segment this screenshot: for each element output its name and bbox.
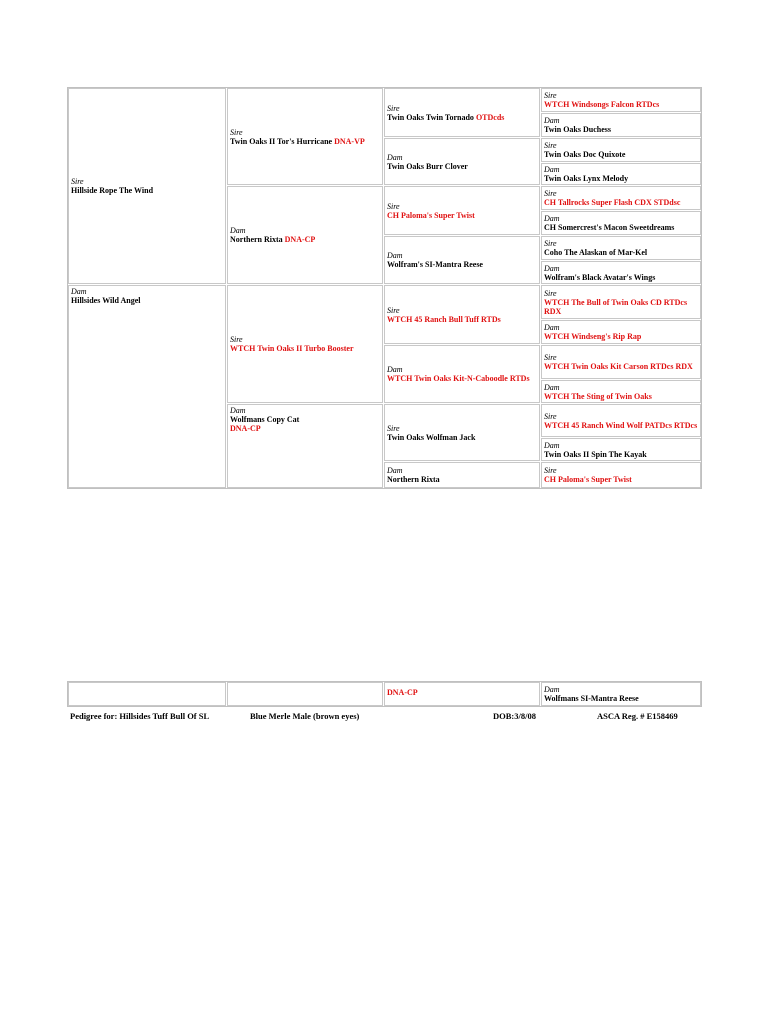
dog-title: DNA-CP — [387, 688, 418, 697]
gen3-cell-5 — [384, 285, 540, 344]
gen4-cell-12 — [541, 380, 701, 403]
gen1-sire-cell — [68, 88, 226, 284]
dog-title: WTCH The Sting of Twin Oaks — [544, 391, 652, 401]
role-label: Dam — [544, 685, 560, 694]
dog-name: Northern Rixta — [230, 235, 283, 244]
role-label: Sire — [544, 189, 557, 198]
continuation-cell-2 — [227, 682, 383, 706]
role-label: Dam — [387, 365, 403, 374]
dog-title: WTCH 45 Ranch Bull Tuff RTDs — [387, 314, 501, 324]
dog-name-line — [230, 235, 380, 244]
role-label: Dam — [230, 226, 246, 235]
dog-title: WTCH 45 Ranch Wind Wolf PATDcs RTDcs — [544, 420, 698, 430]
dog-name: CH Somercrest's Macon Sweetdreams — [544, 223, 675, 232]
dog-title: CH Tallrocks Super Flash CDX STDdsc — [544, 198, 681, 207]
role-label: Sire — [544, 411, 557, 421]
gen4-cell-11 — [541, 345, 701, 379]
dog-name: Wolfmans Copy Cat — [230, 415, 300, 424]
continuation-cell-4 — [541, 682, 701, 706]
gen3-cell-1 — [384, 88, 540, 137]
dog-title: CH Paloma's Super Twist — [544, 475, 632, 484]
dog-name-line — [387, 113, 537, 122]
role-label: Sire — [544, 141, 557, 150]
dog-title: WTCH The Bull of Twin Oaks CD RTDcs RDX — [544, 297, 688, 316]
dog-title: WTCH Twin Oaks Kit-N-Caboodle RTDs — [387, 374, 530, 383]
dog-title: WTCH Windsongs Falcon RTDcs — [544, 100, 660, 109]
role-label: Dam — [387, 251, 403, 260]
dog-title: WTCH Windseng's Rip Rap — [544, 332, 642, 341]
gen4-cell-5 — [541, 186, 701, 210]
role-label: Sire — [387, 305, 400, 315]
role-label: Sire — [387, 201, 400, 211]
role-label: Dam — [544, 440, 560, 450]
continuation-cell-1 — [68, 682, 226, 706]
dog-name: Twin Oaks Burr Clover — [387, 161, 468, 171]
gen4-cell-2 — [541, 113, 701, 137]
role-label: Sire — [71, 177, 84, 186]
role-label: Dam — [544, 323, 560, 332]
gen4-cell-15 — [541, 462, 701, 488]
gen3-cell-7 — [384, 404, 540, 461]
dog-name: Twin Oaks Wolfman Jack — [387, 432, 476, 442]
dog-name: Hillsides Wild Angel — [71, 296, 141, 305]
gen4-cell-9 — [541, 285, 701, 319]
role-label: Dam — [544, 382, 560, 392]
dog-title: DNA-CP — [284, 235, 316, 244]
role-label: Dam — [544, 214, 560, 223]
role-label: Dam — [544, 116, 560, 125]
role-label: Sire — [387, 103, 400, 113]
color-sex-label: Blue Merle Male (brown eyes) — [250, 711, 360, 721]
continuation-cell-3 — [384, 682, 540, 706]
dog-name: Northern Rixta — [387, 475, 440, 484]
gen4-cell-13 — [541, 404, 701, 437]
role-label: Sire — [544, 239, 557, 248]
role-label: Dam — [387, 152, 403, 162]
gen3-cell-8 — [384, 462, 540, 488]
dog-name: Wolfram's Black Avatar's Wings — [544, 272, 656, 282]
gen3-cell-3 — [384, 186, 540, 235]
gen4-cell-7 — [541, 236, 701, 260]
gen3-cell-2 — [384, 138, 540, 185]
dog-name: Wolfram's SI-Mantra Reese — [387, 260, 483, 269]
dog-name: Wolfmans SI-Mantra Reese — [544, 694, 639, 703]
gen4-cell-6 — [541, 211, 701, 235]
gen1-dam-cell — [68, 285, 226, 488]
dog-name-line — [230, 137, 380, 146]
gen2-sire-sire-cell — [227, 88, 383, 185]
gen4-cell-14 — [541, 438, 701, 461]
pedigree-for-label: Pedigree for: Hillsides Tuff Bull Of SL — [70, 711, 210, 721]
role-label: Dam — [230, 406, 246, 415]
role-label: Dam — [387, 466, 403, 475]
gen4-cell-4 — [541, 163, 701, 185]
dog-title: DNA-VP — [334, 136, 365, 146]
role-label: Sire — [230, 335, 243, 344]
gen2-sire-dam-cell — [227, 186, 383, 284]
dog-title: CH Paloma's Super Twist — [387, 210, 475, 220]
dog-name: Hillside Rope The Wind — [71, 186, 154, 195]
gen3-cell-6 — [384, 345, 540, 403]
dog-title: WTCH Twin Oaks II Turbo Booster — [230, 344, 354, 353]
role-label: Dam — [544, 165, 560, 174]
role-label: Sire — [544, 353, 557, 362]
role-label: Sire — [387, 423, 400, 433]
gen3-cell-4 — [384, 236, 540, 284]
role-label: Sire — [544, 288, 557, 298]
dog-title: OTDcds — [475, 112, 505, 122]
dog-name: Twin Oaks Twin Tornado — [387, 112, 474, 122]
dob-label: DOB:3/8/08 — [493, 711, 536, 721]
dog-name: Twin Oaks Doc Quixote — [544, 150, 626, 159]
gen4-cell-1 — [541, 88, 701, 112]
gen4-cell-3 — [541, 138, 701, 162]
dog-title: DNA-CP — [230, 424, 261, 433]
dog-name: Twin Oaks II Spin The Kayak — [544, 449, 647, 459]
gen4-cell-8 — [541, 261, 701, 284]
gen4-cell-10 — [541, 320, 701, 344]
dog-name: Twin Oaks Duchess — [544, 125, 611, 134]
dog-name: Coho The Alaskan of Mar-Kel — [544, 248, 648, 257]
role-label: Dam — [544, 263, 560, 273]
registration-label: ASCA Reg. # E158469 — [597, 711, 678, 721]
dog-name: Twin Oaks II Tor's Hurricane — [230, 136, 333, 146]
role-label: Sire — [230, 127, 243, 137]
gen2-dam-sire-cell — [227, 285, 383, 403]
role-label: Dam — [71, 287, 87, 296]
gen2-dam-dam-cell — [227, 404, 383, 488]
dog-name: Twin Oaks Lynx Melody — [544, 174, 629, 183]
role-label: Sire — [544, 91, 557, 100]
dog-title: WTCH Twin Oaks Kit Carson RTDcs RDX — [544, 362, 693, 371]
role-label: Sire — [544, 466, 557, 475]
